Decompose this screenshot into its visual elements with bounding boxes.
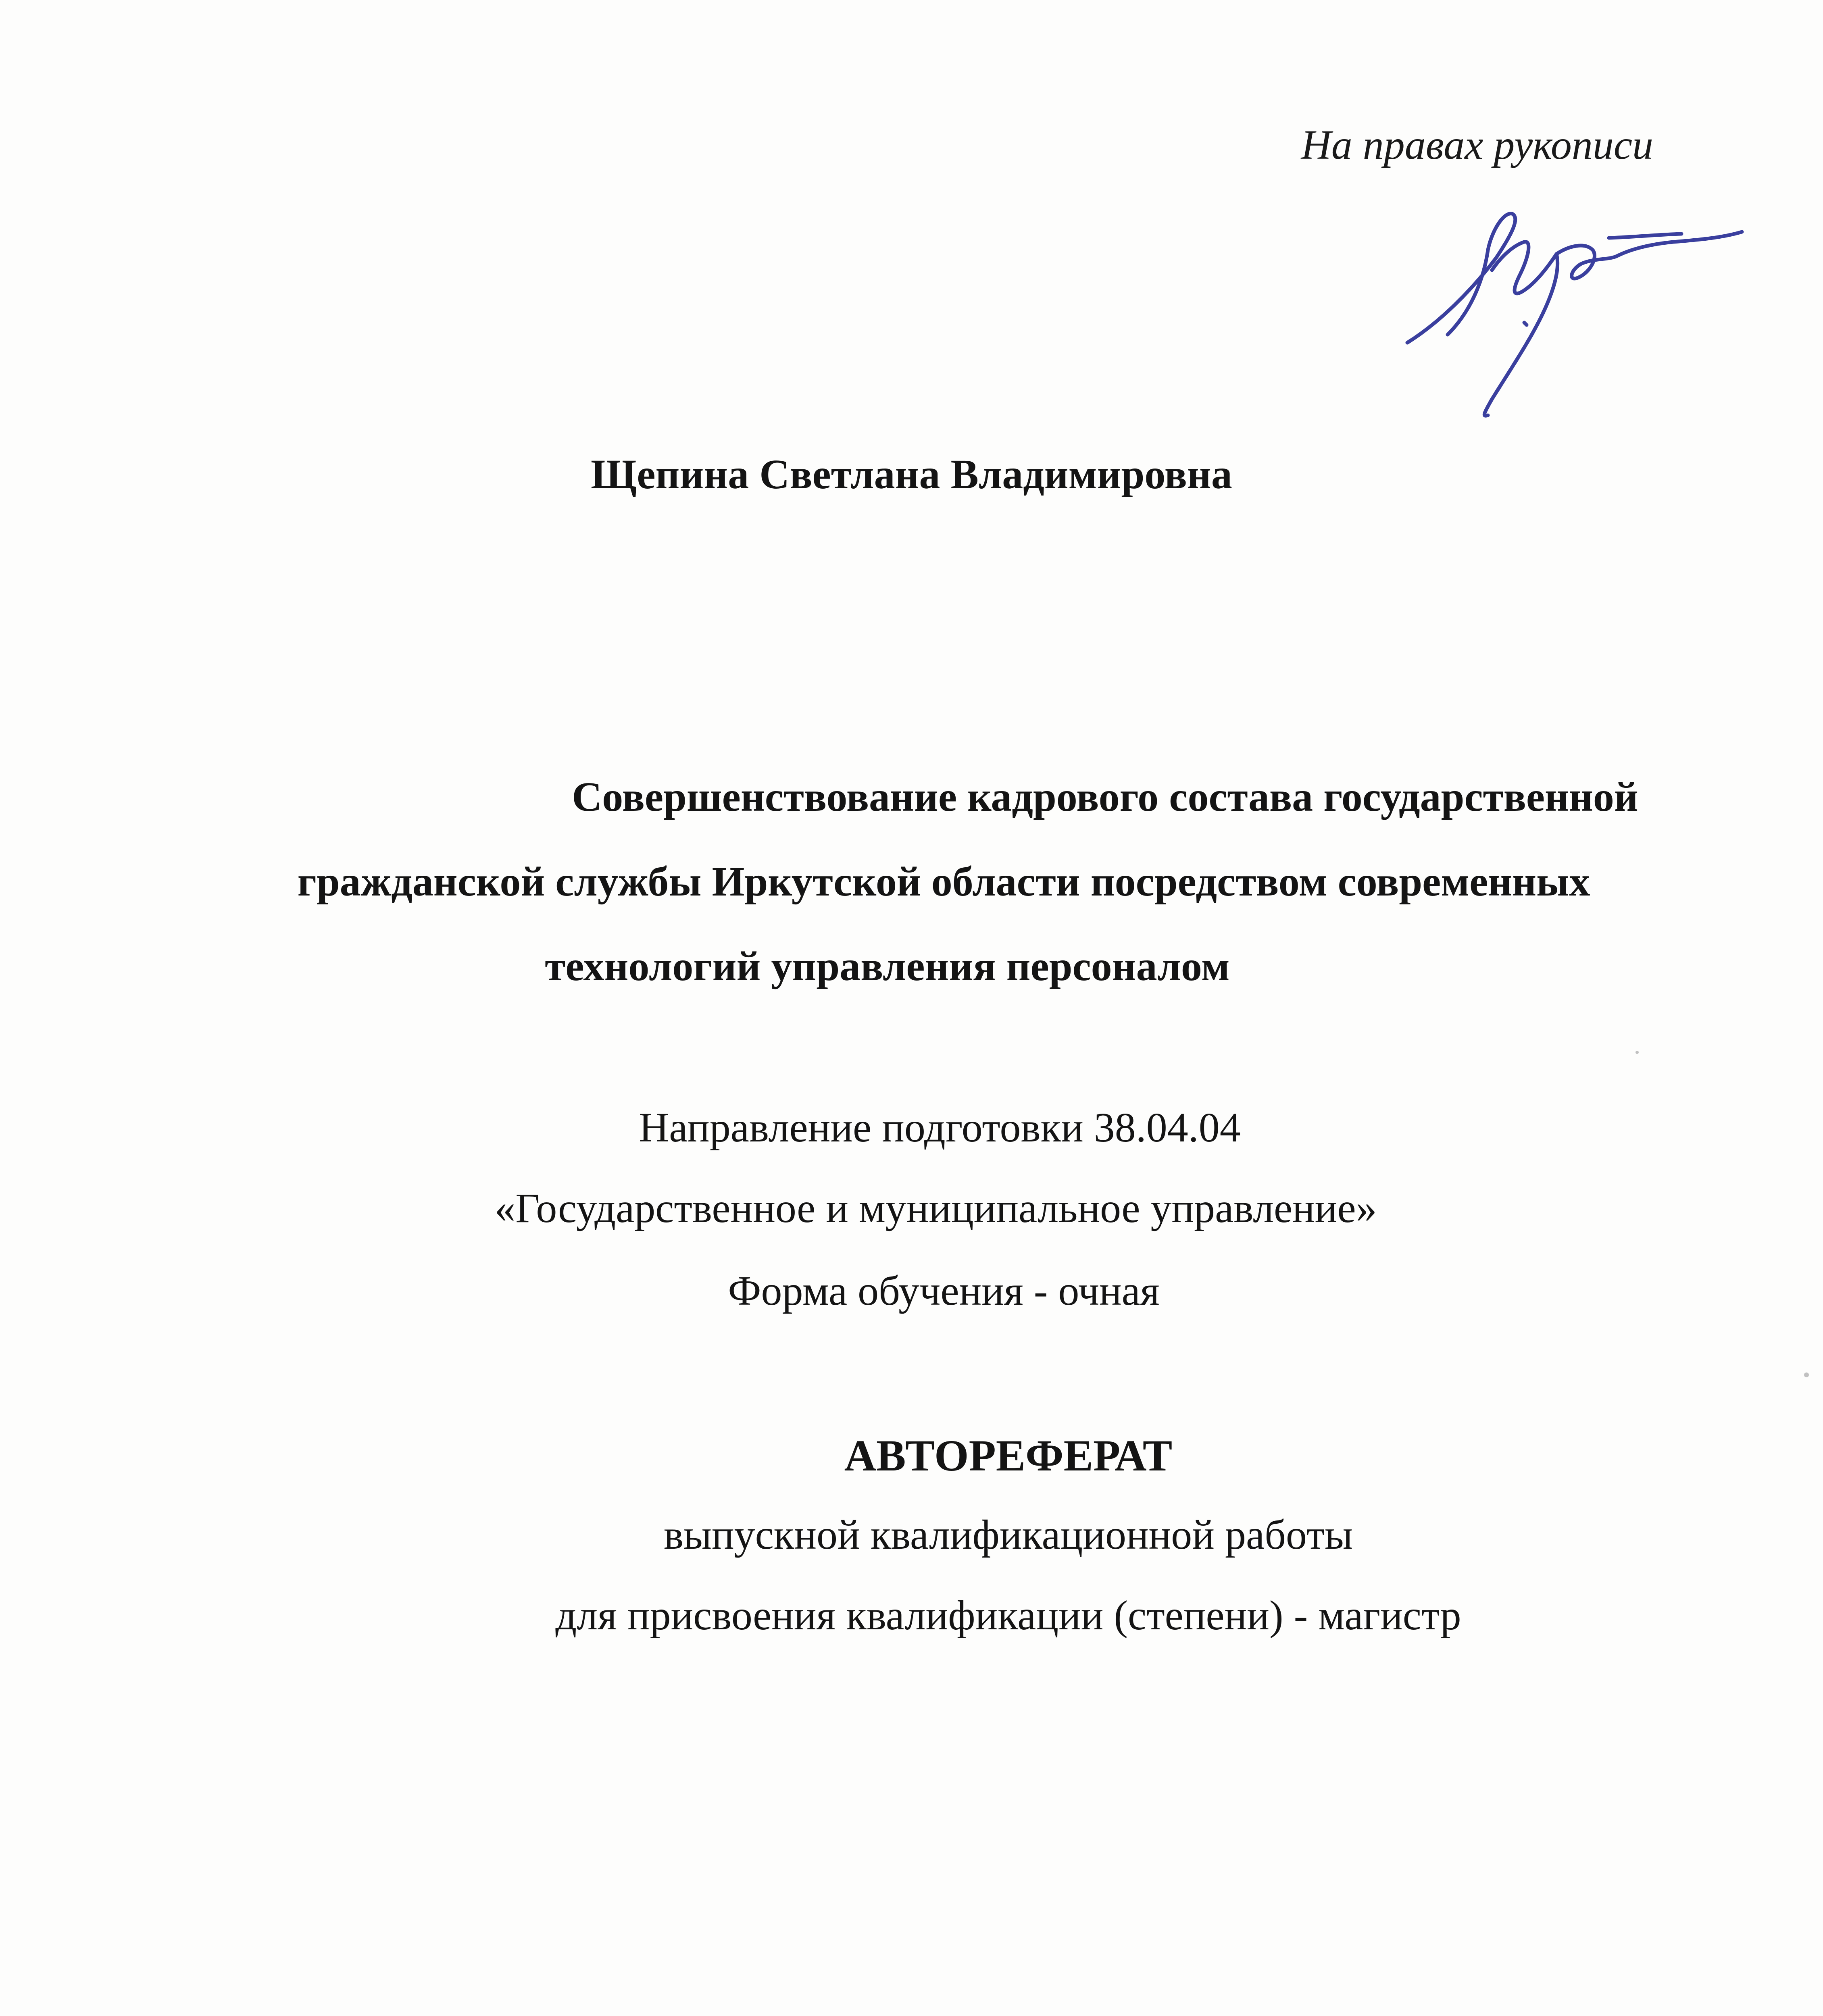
program-name: «Государственное и муниципальное управление» <box>494 1185 1377 1231</box>
manuscript-rights-note: На правах рукописи <box>1301 122 1653 168</box>
qualification-purpose: для присвоения квалификации (степени) - магистр <box>555 1592 1461 1639</box>
title-line: технологий управления персоналом <box>545 943 1230 989</box>
title-line: Совершенствование кадрового состава государственной <box>572 774 1638 820</box>
document-type-heading: АВТОРЕФЕРАТ <box>844 1431 1173 1480</box>
study-direction: Направление подготовки 38.04.04 <box>639 1104 1241 1151</box>
author-name: Щепина Светлана Владимировна <box>591 451 1232 498</box>
document-description: выпускной квалификационной работы <box>664 1512 1353 1558</box>
study-form: Форма обучения - очная <box>728 1268 1160 1314</box>
title-line: гражданской службы Иркутской области посредством современных <box>297 858 1590 905</box>
